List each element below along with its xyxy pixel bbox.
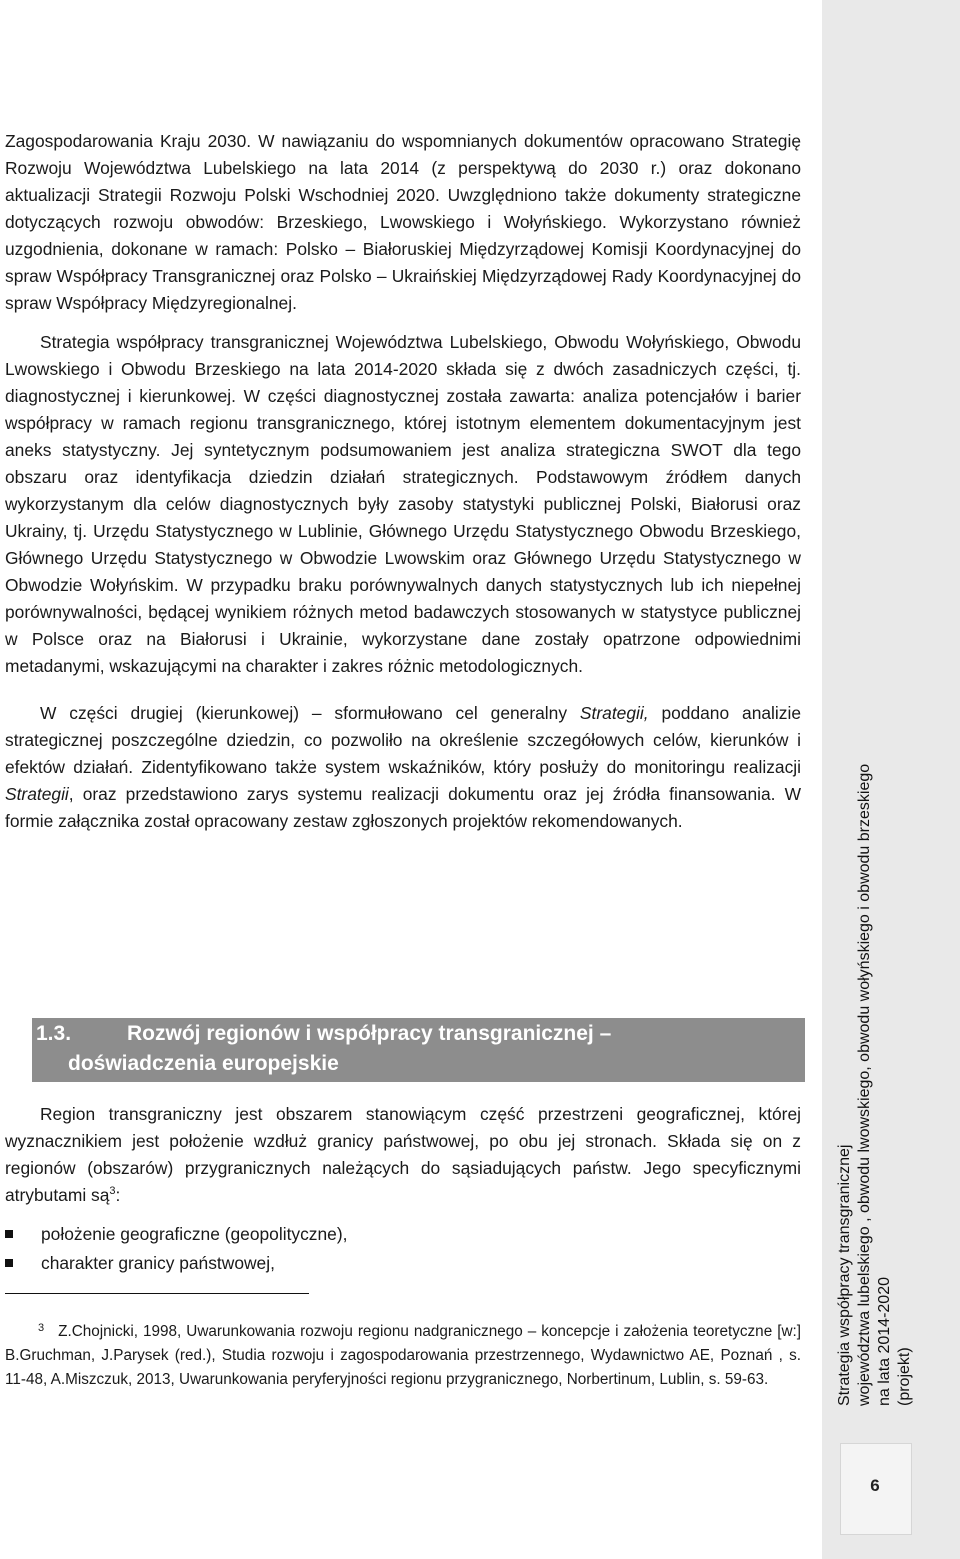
running-title-line-1: Strategia współpracy transgranicznej: [836, 1144, 853, 1406]
paragraph-3-part-b: poddano analizie strategicznej poszczególne dziedzin, co pozwoliło na określenie szczegółowych celów, kierunków i efektów działań. Zidentyfikowano także system wskaźników, który posłuży do monitoringu realizacji: [5, 703, 801, 777]
paragraph-2: Strategia współpracy transgranicznej Województwa Lubelskiego, Obwodu Wołyńskiego, Obwodu Lwowskiego i Obwodu Brzeskiego na lata 2014-2020 składa się z dwóch zasadniczych części, tj. diagnostycznej i kierunkowej. W części diagnostycznej została zawarta: analiza potencjałów i barier współpracy w ramach regionu transgranicznego, której istotnym elementem dokumentacyjnym jest aneks statystyczny. Jej syntetycznym podsumowaniem jest analiza strategiczna SWOT dla tego obszaru oraz identyfikacja dziedzin działań strategicznych. Podstawowym źródłem danych wykorzystanym dla celów diagnostycznych były zasoby statystyki publicznej Polski, Białorusi oraz Ukrainy, tj. Urzędu Statystycznego w Lublinie, Głównego Urzędu Statystycznego Obwodu Brzeskiego, Głównego Urzędu Statystycznego w Obwodzie Lwowskim oraz Głównego Urzędu Statystycznego w Obwodzie Wołyńskim. W przypadku braku porównywalnych danych statystycznych lub ich niepełnej porównywalności, będącej wynikiem różnych metod badawczych stosowanych w statystyce publicznej w Polsce oraz na Białorusi i Ukrainie, wykorzystane dane zostały opatrzone odpowiednimi metadanymi, wskazującymi na charakter i zakres różnic metodologicznych.: [5, 332, 801, 676]
section-title-line-1: Rozwój regionów i współpracy transgranicznej –: [127, 1022, 612, 1045]
main-text: [5, 128, 801, 835]
paragraph-4-text: Region transgraniczny jest obszarem stanowiącym część przestrzeni geograficznej, której wyznacznikiem jest położenie wzdłuż granicy państwowej, po obu jej stronach. Składa się on z regionów (obszarów) przygranicznych należących do sąsiadujących państw. Jego specyficznymi atrybutami są: [5, 1104, 801, 1205]
paragraph-4-end: :: [115, 1185, 121, 1205]
page-number: 6: [870, 1476, 880, 1495]
paragraph-3: [5, 700, 801, 835]
square-bullet-icon: [5, 1230, 13, 1238]
paragraph-3-part-a: W części drugiej (kierunkowej) – sformułowano cel generalny: [40, 703, 580, 723]
running-title-line-4: (projekt): [896, 1347, 913, 1406]
list-item: [5, 1221, 801, 1250]
paragraph-3-emphasis-2: Strategii: [5, 784, 69, 804]
footnote-text: Z.Chojnicki, 1998, Uwarunkowania rozwoju regionu nadgranicznego – koncepcje i założenia teoretyczne [w:] B.Gruchman, J.Parysek (red.), Studia rozwoju i zagospodarowania przestrzennego, Wydawnictwo AE, Poznań , s. 11-48, A.Miszczuk, 2013, Uwarunkowania peryferyjności regionu przygranicznego, Norbertinum, Lublin, s. 59-63.: [5, 1323, 801, 1388]
paragraph-4: [5, 1101, 801, 1209]
list-item-text: położenie geograficzne (geopolityczne),: [41, 1224, 348, 1244]
running-title-line-2: województwa lubelskiego , obwodu lwowskiego, obwodu wołyńskiego i obwodu brzeskiego: [856, 763, 873, 1406]
section-number: 1.3.: [36, 1022, 72, 1045]
footnote-ref: 3: [109, 1185, 116, 1198]
running-title-line-3: na lata 2014-2020: [876, 1277, 893, 1406]
section-text: [5, 1101, 801, 1209]
paragraph-3-part-c: , oraz przedstawiono zarys systemu realizacji dokumentu oraz jej źródła finansowania. W formie załącznika został opracowany zestaw zgłoszonych projektów rekomendowanych.: [5, 784, 801, 831]
section-title-line-2: doświadczenia europejskie: [68, 1052, 339, 1075]
square-bullet-icon: [5, 1259, 13, 1267]
list-item-text: charakter granicy państwowej,: [41, 1253, 275, 1273]
list-item: [5, 1250, 801, 1279]
footnote-separator: [5, 1293, 309, 1294]
paragraph-1: Zagospodarowania Kraju 2030. W nawiązaniu do wspomnianych dokumentów opracowano Strategię Rozwoju Województwa Lubelskiego na lata 2014 (z perspektywą do 2030 r.) oraz dokonano aktualizacji Strategii Rozwoju Polski Wschodniej 2020. Uwzględniono także dokumenty strategiczne dotyczących rozwoju obwodów: Brzeskiego, Lwowskiego i Wołyńskiego. Wykorzystano również uzgodnienia, dokonane w ramach: Polsko – Białoruskiej Międzyrządowej Komisji Koordynacyjnej do spraw Współpracy Transgranicznej oraz Polsko – Ukraińskiej Międzyrządowej Rady Koordynacyjnej do spraw Współpracy Międzyregionalnej.: [5, 131, 801, 313]
attribute-list: [5, 1221, 801, 1279]
footnote: [5, 1320, 801, 1392]
footnote-number: 3: [38, 1322, 45, 1334]
running-title: [835, 726, 915, 1406]
paragraph-3-emphasis-1: Strategii,: [579, 703, 649, 723]
section-heading: [32, 1018, 805, 1082]
